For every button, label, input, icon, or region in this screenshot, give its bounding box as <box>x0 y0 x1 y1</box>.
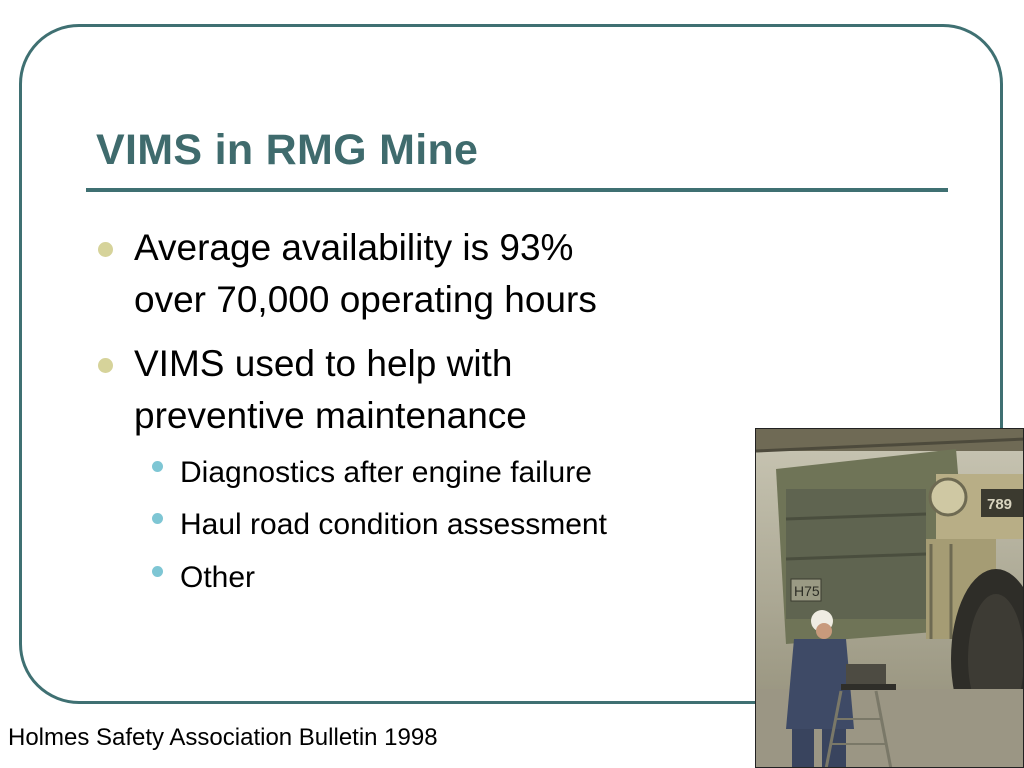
sub-bullet-other: Other <box>180 561 256 594</box>
bullet-dot <box>98 242 113 257</box>
sub-bullet-dot <box>152 566 163 577</box>
title-underline <box>86 188 948 192</box>
bullet-dot <box>98 358 113 373</box>
bullet-vims-line2: preventive maintenance <box>134 395 527 436</box>
bullet-availability-line2: over 70,000 operating hours <box>134 279 597 320</box>
bullet-availability-line1: Average availability is 93% <box>134 227 574 268</box>
sub-bullet-dot <box>152 461 163 472</box>
sub-bullet-diagnostics: Diagnostics after engine failure <box>180 456 592 489</box>
truck-number-789: 789 <box>987 496 1013 513</box>
bullet-vims-line1: VIMS used to help with <box>134 343 513 384</box>
source-footer: Holmes Safety Association Bulletin 1998 <box>8 724 438 751</box>
haul-truck-photo <box>755 428 1024 768</box>
sub-bullet-haul-road: Haul road condition assessment <box>180 508 607 541</box>
sub-bullet-dot <box>152 513 163 524</box>
truck-number-h75: H75 <box>794 583 820 599</box>
slide-title: VIMS in RMG Mine <box>96 126 479 174</box>
